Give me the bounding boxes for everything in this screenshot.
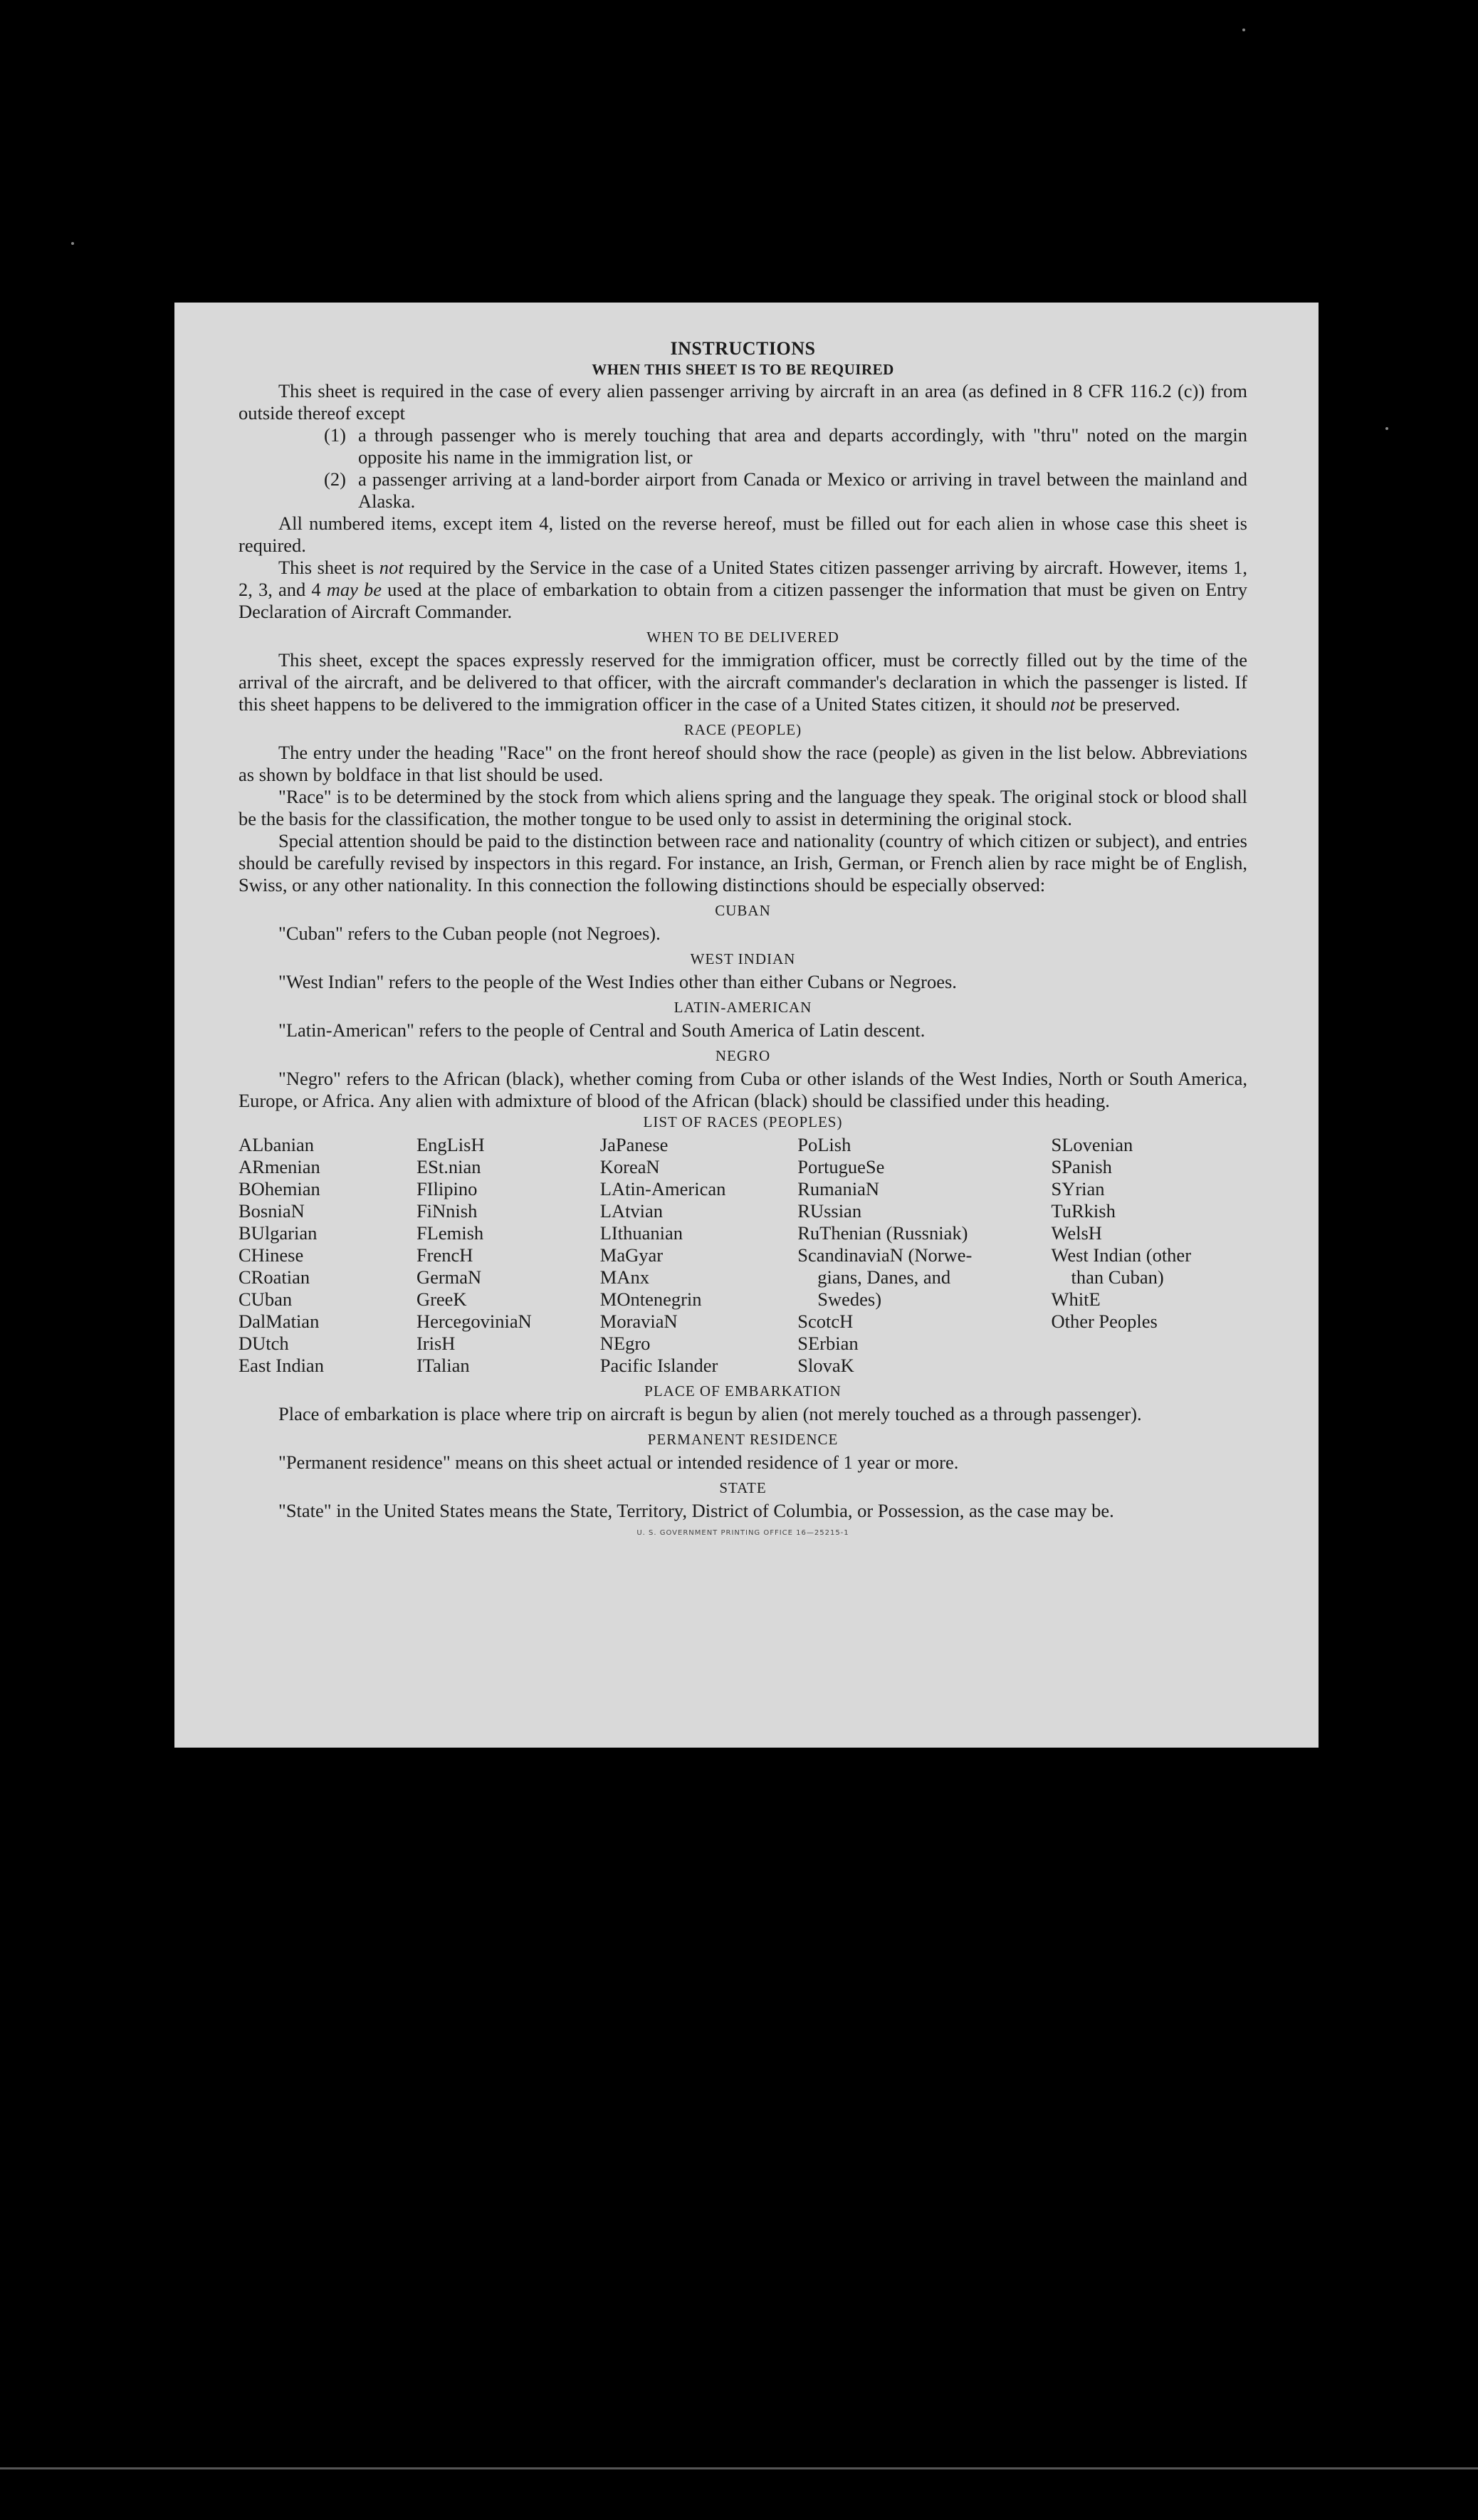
races-list <box>239 1134 1247 1377</box>
race-entry: Swedes) <box>817 1288 882 1310</box>
delivered-paragraph <box>239 649 1247 715</box>
section-heading-negro: NEGRO <box>715 1047 771 1064</box>
race-entry: Other Peoples <box>1051 1311 1158 1332</box>
exception-text: a passenger arriving at a land-border airport from Canada or Mexico or arriving in travel between the mainland and Alaska. <box>358 468 1247 512</box>
race-paragraph-1: The entry under the heading "Race" on the front hereof should show the race (people) as given in the list below. Abbreviations as shown by boldface in that list should be used. <box>239 742 1247 785</box>
exception-text: a through passenger who is merely touching that area and departs accordingly, with "thru" noted on the margin opposite his name in the immigration list, or <box>358 424 1247 468</box>
text-run: required by the Service in the case of a United States citizen passenger arriving by aircraft. However, items 1, 2, 3, and 4 <box>239 557 1247 600</box>
race-entry: than Cuban) <box>1071 1266 1164 1288</box>
west-indian-paragraph: "West Indian" refers to the people of the West Indies other than either Cubans or Negroes. <box>278 971 957 992</box>
emphasis-text: may be <box>326 579 382 600</box>
race-entry: GreeK <box>416 1288 467 1310</box>
race-entry: LAtvian <box>599 1200 664 1222</box>
race-entry: SYrian <box>1051 1178 1105 1199</box>
race-entry: ARmenian <box>239 1156 320 1177</box>
section-heading-list-of-races: LIST OF RACES (PEOPLES) <box>643 1113 843 1130</box>
race-entry: JaPanese <box>599 1134 669 1155</box>
race-entry: ALbanian <box>239 1134 314 1155</box>
race-entry: CHinese <box>239 1244 304 1266</box>
race-entry: MaGyar <box>599 1244 664 1266</box>
section-heading-race: RACE (PEOPLE) <box>683 721 802 738</box>
race-entry: SPanish <box>1051 1156 1112 1177</box>
dust-speck <box>1385 427 1388 430</box>
race-entry: WhitE <box>1051 1288 1101 1310</box>
race-entry: West Indian (other <box>1051 1244 1192 1266</box>
race-entry: FrencH <box>416 1244 473 1266</box>
text-run: This sheet is <box>278 557 379 578</box>
cuban-paragraph: "Cuban" refers to the Cuban people (not Negroes). <box>278 923 661 944</box>
text-run: used at the place of embarkation to obtain from a citizen passenger the information that must be given on Entry Declaration of Aircraft Commander. <box>239 579 1247 622</box>
race-entry: TuRkish <box>1051 1200 1116 1222</box>
race-paragraph-3: Special attention should be paid to the distinction between race and nationality (country of which citizen or subject), and entries should be carefully revised by inspectors in this regard. For instance, an Irish, German, or French alien by race might be of English, Swiss, or any other nationality. In this connection the following distinctions should be especially observed: <box>239 830 1247 896</box>
race-entry: ITalian <box>416 1355 470 1376</box>
race-entry: Pacific Islander <box>599 1355 718 1376</box>
race-entry: SLovenian <box>1051 1134 1133 1155</box>
race-entry: SErbian <box>797 1333 859 1354</box>
section-heading-cuban: CUBAN <box>715 902 771 919</box>
state-paragraph: "State" in the United States means the State, Territory, District of Columbia, or Possession, as the case may be. <box>278 1500 1114 1521</box>
race-entry: IrisH <box>416 1333 456 1354</box>
intro-paragraph-3 <box>239 557 1247 623</box>
section-heading-residence: PERMANENT RESIDENCE <box>647 1431 839 1448</box>
race-entry: MOntenegrin <box>599 1288 702 1310</box>
section-heading-required: WHEN THIS SHEET IS TO BE REQUIRED <box>592 361 894 378</box>
race-entry: ESt.nian <box>416 1156 481 1177</box>
intro-paragraph-2: All numbered items, except item 4, listed on the reverse hereof, must be filled out for each alien in whose case this sheet is required. <box>239 513 1247 556</box>
race-entry: NEgro <box>599 1333 651 1354</box>
races-column-5 <box>1051 1134 1247 1377</box>
race-entry: HercegoviniaN <box>416 1311 532 1332</box>
emphasis-text: not <box>1050 693 1075 715</box>
scan-edge-line <box>0 2467 1478 2469</box>
section-heading-embarkation: PLACE OF EMBARKATION <box>644 1382 842 1400</box>
race-entry: DUtch <box>239 1333 289 1354</box>
negro-paragraph: "Negro" refers to the African (black), whether coming from Cuba or other islands of the West Indies, North or South America, Europe, or Africa. Any alien with admixture of blood of the African (black) should be classified under this heading. <box>239 1068 1247 1111</box>
section-heading-west-indian: WEST INDIAN <box>690 950 796 967</box>
race-entry: FIlipino <box>416 1178 478 1199</box>
race-entry: RumaniaN <box>797 1178 880 1199</box>
embarkation-paragraph: Place of embarkation is place where trip on aircraft is begun by alien (not merely touched as a through passenger). <box>278 1403 1142 1424</box>
emphasis-text: not <box>379 557 404 578</box>
section-heading-delivered: WHEN TO BE DELIVERED <box>646 629 839 646</box>
race-entry: FiNnish <box>416 1200 478 1222</box>
race-paragraph-2: "Race" is to be determined by the stock from which aliens spring and the language they speak. The original stock or blood shall be the basis for the classification, the mother tongue to be used only to assist in determining the original stock. <box>239 786 1247 829</box>
residence-paragraph: "Permanent residence" means on this sheet actual or intended residence of 1 year or more. <box>278 1451 959 1473</box>
printer-imprint: U. S. GOVERNMENT PRINTING OFFICE 16—25215-1 <box>636 1529 849 1537</box>
race-entry: KoreaN <box>599 1156 660 1177</box>
race-entry: ScandinaviaN (Norwe- <box>797 1244 973 1266</box>
race-entry: MoraviaN <box>599 1311 678 1332</box>
race-entry: CRoatian <box>239 1266 310 1288</box>
race-entry: CUban <box>239 1288 293 1310</box>
instruction-sheet <box>174 303 1319 1748</box>
race-entry: gians, Danes, and <box>817 1266 951 1288</box>
race-entry: East Indian <box>239 1355 324 1376</box>
race-entry: BosniaN <box>239 1200 305 1222</box>
dust-speck <box>1242 28 1245 31</box>
race-entry: EngLisH <box>416 1134 485 1155</box>
race-entry: FLemish <box>416 1222 484 1244</box>
race-entry: GermaN <box>416 1266 482 1288</box>
race-entry: MAnx <box>599 1266 649 1288</box>
exception-number: (2) <box>324 468 346 490</box>
section-heading-state: STATE <box>719 1479 767 1496</box>
race-entry: WelsH <box>1051 1222 1102 1244</box>
races-column-3 <box>600 1134 798 1377</box>
race-entry: BOhemian <box>239 1178 320 1199</box>
race-entry: LAtin-American <box>599 1178 726 1199</box>
exception-item-2 <box>239 468 1247 513</box>
race-entry: LIthuanian <box>599 1222 683 1244</box>
latin-american-paragraph: "Latin-American" refers to the people of Central and South America of Latin descent. <box>278 1019 926 1041</box>
race-entry: PoLish <box>797 1134 851 1155</box>
dust-speck <box>71 242 74 245</box>
section-heading-latin-american: LATIN-AMERICAN <box>674 999 812 1016</box>
races-column-2 <box>416 1134 600 1377</box>
exception-item-1 <box>239 424 1247 468</box>
race-entry: ScotcH <box>797 1311 854 1332</box>
race-entry: PortugueSe <box>797 1156 885 1177</box>
text-run: be preserved. <box>1074 693 1180 715</box>
race-entry: RuThenian (Russniak) <box>797 1222 968 1244</box>
race-entry: RUssian <box>797 1200 862 1222</box>
races-column-1 <box>239 1134 416 1377</box>
page-title: INSTRUCTIONS <box>670 338 816 359</box>
race-entry: DalMatian <box>239 1311 320 1332</box>
intro-paragraph-1: This sheet is required in the case of every alien passenger arriving by aircraft in an area (as defined in 8 CFR 116.2 (c)) from outside thereof except <box>239 380 1247 424</box>
text-run: This sheet, except the spaces expressly reserved for the immigration officer, must be correctly filled out by the time of the arrival of the aircraft, and be delivered to that officer, with the aircraft commander's declaration in which the passenger is listed. If this sheet happens to be delivered to the immigration officer in the case of a United States citizen, it should <box>239 649 1247 715</box>
exception-number: (1) <box>324 424 346 446</box>
race-entry: SlovaK <box>797 1355 854 1376</box>
races-column-4 <box>797 1134 1051 1377</box>
race-entry: BUlgarian <box>239 1222 318 1244</box>
